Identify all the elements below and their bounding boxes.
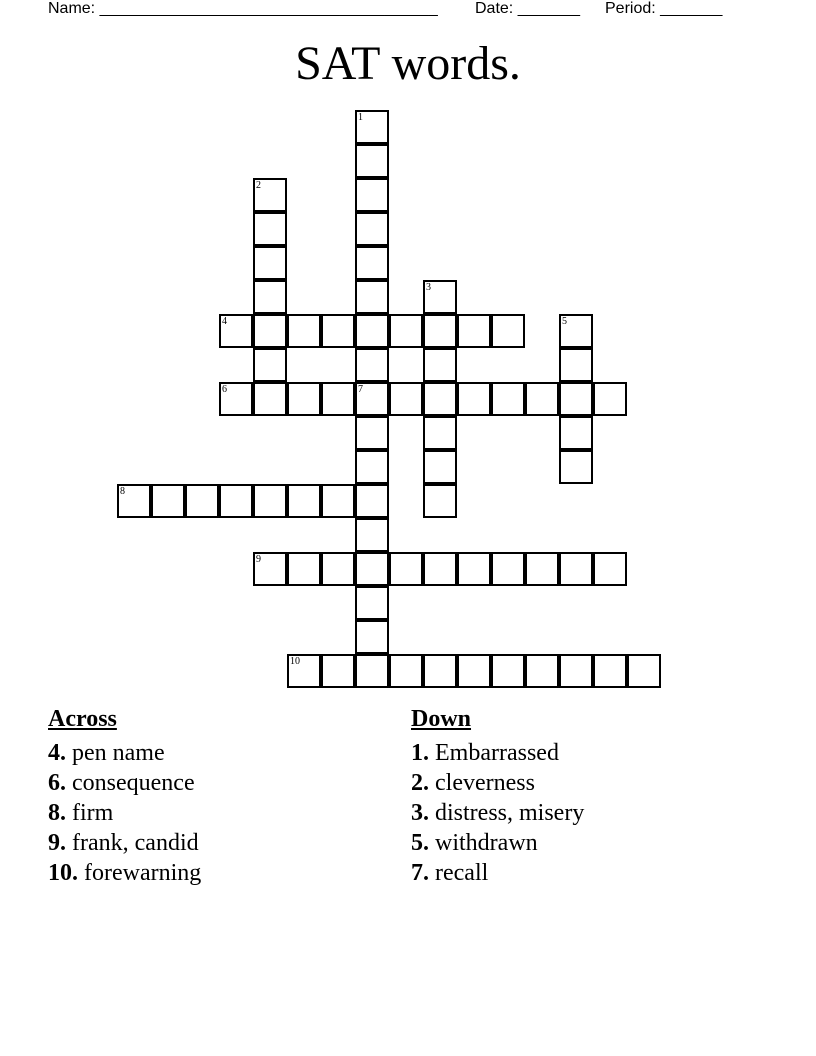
period-field[interactable]: Period: _______ (605, 0, 723, 17)
crossword-cell[interactable] (423, 280, 457, 314)
crossword-cell[interactable] (355, 416, 389, 450)
crossword-cell[interactable] (355, 586, 389, 620)
clue-text: frank, candid (72, 830, 199, 856)
crossword-cell[interactable] (355, 620, 389, 654)
clue-number: 4. (48, 740, 66, 766)
crossword-cell[interactable] (457, 552, 491, 586)
crossword-cell[interactable] (423, 450, 457, 484)
clue-number: 9. (48, 830, 66, 856)
crossword-cell[interactable] (355, 110, 389, 144)
crossword-cell[interactable] (287, 484, 321, 518)
across-clue (48, 768, 201, 798)
crossword-cell[interactable] (287, 382, 321, 416)
clue-number: 8. (48, 800, 66, 826)
crossword-cell[interactable] (253, 280, 287, 314)
crossword-cell[interactable] (321, 654, 355, 688)
crossword-cell[interactable] (355, 280, 389, 314)
down-clue (411, 798, 584, 828)
crossword-cell[interactable] (423, 484, 457, 518)
crossword-cell[interactable] (423, 348, 457, 382)
crossword-cell[interactable] (491, 382, 525, 416)
crossword-cell[interactable] (627, 654, 661, 688)
across-clue (48, 798, 201, 828)
clue-number-label: 1 (358, 112, 363, 123)
crossword-cell[interactable] (355, 246, 389, 280)
clue-number-label: 5 (562, 316, 567, 327)
crossword-cell[interactable] (559, 552, 593, 586)
crossword-cell[interactable] (389, 314, 423, 348)
clue-number-label: 2 (256, 180, 261, 191)
crossword-cell[interactable] (559, 416, 593, 450)
date-field[interactable]: Date: _______ (475, 0, 580, 17)
clue-number: 2. (411, 770, 429, 796)
crossword-cell[interactable] (355, 178, 389, 212)
crossword-cell[interactable] (559, 654, 593, 688)
page-title: SAT words. (295, 37, 521, 90)
crossword-cell[interactable] (355, 484, 389, 518)
clue-number: 7. (411, 860, 429, 886)
clue-number: 3. (411, 800, 429, 826)
crossword-cell[interactable] (321, 382, 355, 416)
down-clue (411, 768, 584, 798)
clue-number-label: 7 (358, 384, 363, 395)
crossword-cell[interactable] (423, 416, 457, 450)
crossword-cell[interactable] (321, 314, 355, 348)
crossword-cell[interactable] (491, 314, 525, 348)
crossword-cell[interactable] (559, 382, 593, 416)
crossword-cell[interactable] (389, 382, 423, 416)
crossword-cell[interactable] (117, 484, 151, 518)
crossword-cell[interactable] (593, 552, 627, 586)
crossword-cell[interactable] (253, 348, 287, 382)
clue-number-label: 8 (120, 486, 125, 497)
clue-number: 1. (411, 740, 429, 766)
crossword-cell[interactable] (151, 484, 185, 518)
crossword-cell[interactable] (321, 552, 355, 586)
clue-text: pen name (72, 740, 165, 766)
clue-text: recall (435, 860, 489, 886)
crossword-cell[interactable] (355, 518, 389, 552)
clue-text: consequence (72, 770, 195, 796)
down-clues (411, 704, 584, 888)
clue-number-label: 6 (222, 384, 227, 395)
crossword-cell[interactable] (219, 484, 253, 518)
clue-number-label: 9 (256, 554, 261, 565)
clue-number: 10. (48, 860, 78, 886)
crossword-cell[interactable] (253, 178, 287, 212)
crossword-cell[interactable] (219, 382, 253, 416)
clue-number-label: 4 (222, 316, 227, 327)
across-clues (48, 704, 201, 888)
crossword-cell[interactable] (287, 654, 321, 688)
crossword-cell[interactable] (525, 654, 559, 688)
crossword-cell[interactable] (559, 314, 593, 348)
across-clue (48, 738, 201, 768)
crossword-cell[interactable] (525, 552, 559, 586)
crossword-cell[interactable] (253, 246, 287, 280)
clue-number-label: 10 (290, 656, 300, 667)
crossword-cell[interactable] (593, 654, 627, 688)
crossword-cell[interactable] (355, 348, 389, 382)
crossword-cell[interactable] (321, 484, 355, 518)
crossword-cell[interactable] (355, 212, 389, 246)
clue-text: distress, misery (435, 800, 585, 826)
clue-text: withdrawn (435, 830, 538, 856)
crossword-cell[interactable] (457, 654, 491, 688)
crossword-cell[interactable] (457, 314, 491, 348)
crossword-cell[interactable] (253, 314, 287, 348)
across-clue (48, 858, 201, 888)
across-heading: Across (48, 706, 117, 732)
clue-text: forewarning (84, 860, 202, 886)
crossword-cell[interactable] (491, 654, 525, 688)
crossword-cell[interactable] (355, 450, 389, 484)
crossword-cell[interactable] (559, 348, 593, 382)
crossword-cell[interactable] (423, 552, 457, 586)
clue-text: cleverness (435, 770, 535, 796)
crossword-cell[interactable] (253, 382, 287, 416)
crossword-cell[interactable] (355, 314, 389, 348)
crossword-cell[interactable] (423, 382, 457, 416)
crossword-cell[interactable] (457, 382, 491, 416)
crossword-cell[interactable] (525, 382, 559, 416)
crossword-cell[interactable] (253, 484, 287, 518)
clue-text: firm (72, 800, 114, 826)
crossword-cell[interactable] (355, 654, 389, 688)
crossword-cell[interactable] (185, 484, 219, 518)
down-heading: Down (411, 706, 472, 732)
crossword-cell[interactable] (423, 654, 457, 688)
crossword-cell[interactable] (491, 552, 525, 586)
crossword-cell[interactable] (355, 552, 389, 586)
crossword-cell[interactable] (423, 314, 457, 348)
clue-number: 6. (48, 770, 66, 796)
clue-number: 5. (411, 830, 429, 856)
down-clue (411, 828, 584, 858)
down-clue (411, 858, 584, 888)
crossword-cell[interactable] (593, 382, 627, 416)
clue-number-label: 3 (426, 282, 431, 293)
crossword-cell[interactable] (355, 144, 389, 178)
crossword-cell[interactable] (253, 552, 287, 586)
down-clue (411, 738, 584, 768)
crossword-cell[interactable] (253, 212, 287, 246)
crossword-cell[interactable] (389, 654, 423, 688)
crossword-cell[interactable] (287, 552, 321, 586)
crossword-cell[interactable] (355, 382, 389, 416)
crossword-cell[interactable] (559, 450, 593, 484)
crossword-cell[interactable] (219, 314, 253, 348)
name-field[interactable]: Name: ______________________________________ (48, 0, 438, 17)
across-clue (48, 828, 201, 858)
crossword-cell[interactable] (287, 314, 321, 348)
clue-text: Embarrassed (435, 740, 559, 766)
crossword-cell[interactable] (389, 552, 423, 586)
